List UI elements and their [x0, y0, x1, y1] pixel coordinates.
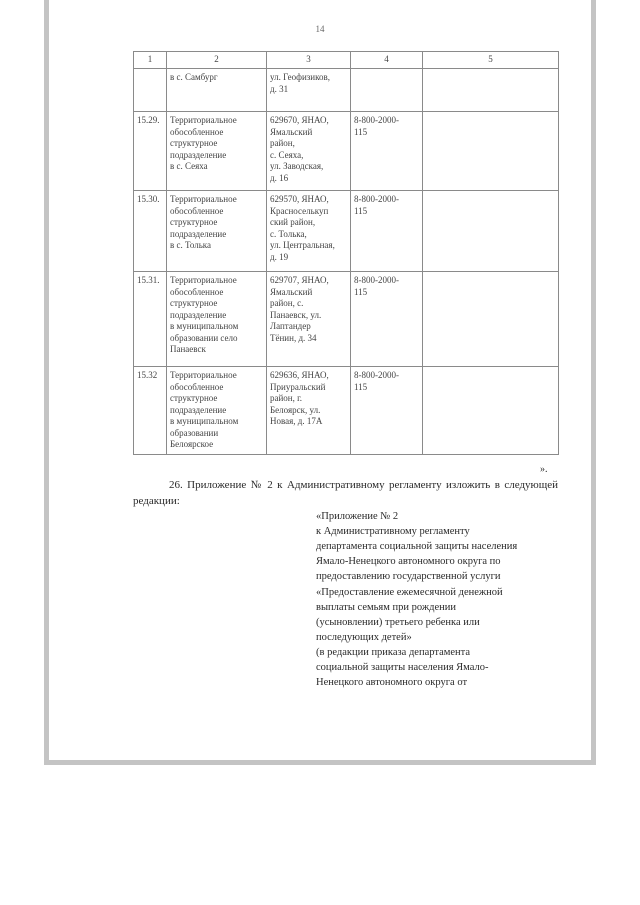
text-line: Белоярск, ул. — [270, 404, 321, 415]
text-line: образовании — [170, 427, 219, 438]
text-line: 8-800-2000- — [354, 275, 399, 285]
text-line: в с. Самбург — [170, 72, 218, 82]
office-name — [167, 272, 267, 367]
office-address — [267, 367, 351, 455]
appendix-line: Ненецкого автономного округа от — [316, 677, 468, 689]
text-line: Лаптандер — [270, 321, 311, 332]
text-line: Ямальский — [270, 286, 313, 297]
column-header-1: 1 — [134, 52, 167, 69]
text-line: 629570, ЯНАО, — [270, 194, 329, 204]
appendix-line: предоставлению государственной услуги — [316, 571, 501, 583]
text-line: структурное — [170, 217, 218, 228]
text-line: район, г. — [270, 393, 303, 404]
text-line: д. 16 — [270, 172, 289, 183]
text-line: обособленное — [170, 381, 224, 392]
row-number — [134, 69, 167, 112]
text-line: структурное — [170, 298, 218, 309]
appendix-line: выплаты семьям при рождении — [316, 601, 456, 613]
text-line: 8-800-2000- — [354, 370, 399, 380]
office-phone — [351, 272, 423, 367]
text-line: подразделение — [170, 149, 227, 160]
text-line: в муниципальном — [170, 321, 239, 332]
text-line: Панаевск, ул. — [270, 309, 322, 320]
text-line: подразделение — [170, 309, 227, 320]
text-line: 8-800-2000- — [354, 194, 399, 204]
column-header-5: 5 — [423, 52, 559, 69]
text-line: ул. Заводская, — [270, 161, 324, 172]
text-line: 115 — [354, 286, 368, 297]
text-line: структурное — [170, 138, 218, 149]
office-phone — [351, 367, 423, 455]
text-line: обособленное — [170, 126, 224, 137]
office-name — [167, 367, 267, 455]
text-line: образовании село — [170, 332, 238, 343]
table-header-row — [134, 52, 559, 69]
office-address — [267, 191, 351, 272]
text-line: в с. Толька — [170, 240, 212, 251]
appendix-heading — [316, 509, 561, 690]
text-line: структурное — [170, 393, 218, 404]
office-phone — [351, 69, 423, 112]
text-line: в с. Сеяха — [170, 161, 208, 172]
text-line: 115 — [354, 205, 368, 216]
appendix-line: последующих детей» — [316, 631, 412, 643]
row-number: 15.32 — [134, 367, 167, 455]
text-line: обособленное — [170, 286, 224, 297]
text-line: 115 — [354, 126, 368, 137]
text-line: 115 — [354, 381, 368, 392]
text-line: д. 19 — [270, 251, 289, 262]
column-header-2: 2 — [167, 52, 267, 69]
office-address — [267, 272, 351, 367]
amendment-paragraph: 26. Приложение № 2 к Административному регламенту изложить в следующей редакции: — [133, 479, 558, 507]
text-line: Территориальное — [170, 370, 237, 380]
appendix-line: социальной защиты населения Ямало- — [316, 662, 489, 674]
text-line: подразделение — [170, 228, 227, 239]
text-line: с. Сеяха, — [270, 149, 304, 160]
office-note — [423, 272, 559, 367]
text-line: 629670, ЯНАО, — [270, 115, 329, 125]
text-line: с. Толька, — [270, 228, 307, 239]
text-line: ул. Геофизиков, — [270, 72, 331, 82]
office-note — [423, 69, 559, 112]
office-address — [267, 112, 351, 191]
text-line: обособленное — [170, 205, 224, 216]
office-note — [423, 112, 559, 191]
appendix-line: «Приложение № 2 — [316, 511, 399, 522]
text-line: Тёнин, д. 34 — [270, 332, 317, 343]
row-number: 15.29. — [134, 112, 167, 191]
text-line: подразделение — [170, 404, 227, 415]
office-phone — [351, 191, 423, 272]
office-phone — [351, 112, 423, 191]
text-line: район, — [270, 138, 295, 149]
office-note — [423, 191, 559, 272]
text-line: Ямальский — [270, 126, 313, 137]
row-number: 15.30. — [134, 191, 167, 272]
text-line: ул. Центральная, — [270, 240, 335, 251]
column-header-4: 4 — [351, 52, 423, 69]
text-line: Новая, д. 17А — [270, 416, 323, 427]
appendix-line: (усыновлении) третьего ребенка или — [316, 616, 480, 628]
text-line: 629707, ЯНАО, — [270, 275, 329, 285]
appendix-line: «Предоставление ежемесячной денежной — [316, 586, 503, 598]
table-row — [134, 69, 559, 112]
table-row — [134, 367, 559, 455]
text-line: 629636, ЯНАО, — [270, 370, 329, 380]
column-header-3: 3 — [267, 52, 351, 69]
office-name — [167, 69, 267, 112]
appendix-line: Ямало-Ненецкого автономного округа по — [316, 556, 501, 568]
appendix-line: к Административному регламенту — [316, 526, 470, 538]
table-row — [134, 272, 559, 367]
text-line: Территориальное — [170, 115, 237, 125]
text-line: Красноселькуп — [270, 205, 329, 216]
page-number: 14 — [315, 24, 325, 34]
appendix-line: департамента социальной защиты населения — [316, 541, 518, 553]
office-note — [423, 367, 559, 455]
text-line: д. 31 — [270, 83, 289, 94]
text-line: Панаевск — [170, 344, 206, 355]
table-closing-quote: ». — [540, 464, 548, 475]
text-line: Территориальное — [170, 275, 237, 285]
text-line: в муниципальном — [170, 416, 239, 427]
text-line: Белоярское — [170, 439, 214, 450]
row-number: 15.31. — [134, 272, 167, 367]
text-line: район, с. — [270, 298, 304, 309]
text-line: Территориальное — [170, 194, 237, 204]
table-row — [134, 191, 559, 272]
office-name — [167, 191, 267, 272]
text-line: Приуральский — [270, 381, 326, 392]
office-name — [167, 112, 267, 191]
office-address — [267, 69, 351, 112]
appendix-line: (в редакции приказа департамента — [316, 646, 471, 658]
table-row — [134, 112, 559, 191]
text-line: 8-800-2000- — [354, 115, 399, 125]
text-line: ский район, — [270, 217, 316, 228]
service-offices-table — [133, 51, 559, 455]
